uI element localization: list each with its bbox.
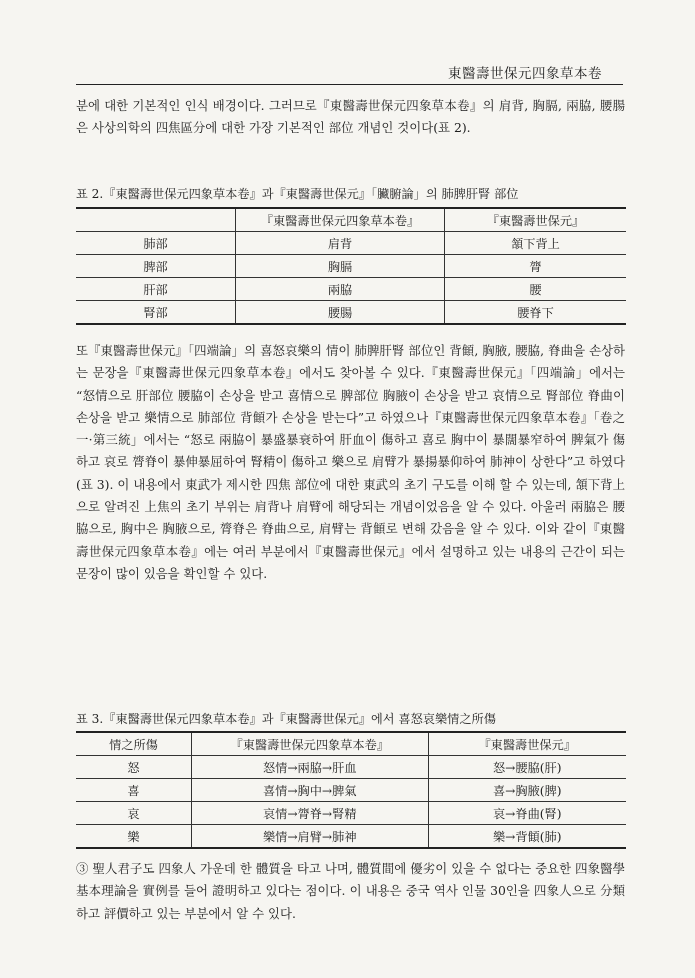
- table-cell: 喜: [76, 779, 192, 802]
- table-cell: 哀情→膂脊→腎精: [192, 802, 429, 825]
- table-header-cell: [76, 208, 236, 232]
- table-cell: 樂: [76, 825, 192, 849]
- table-row: [76, 779, 626, 802]
- table-cell: 哀: [76, 802, 192, 825]
- table-cell: 怒情→兩脇→肝血: [192, 756, 429, 779]
- table-3: [76, 731, 626, 849]
- table-row: [76, 301, 626, 325]
- table-cell: 肺部: [76, 232, 236, 255]
- table-row: [76, 756, 626, 779]
- table-cell: 膂: [445, 255, 627, 278]
- table-cell: 怒: [76, 756, 192, 779]
- table-cell: 肝部: [76, 278, 236, 301]
- table-header-cell: 『東醫壽世保元』: [445, 208, 627, 232]
- table-cell: 腎部: [76, 301, 236, 325]
- table-2-caption: 표 2.『東醫壽世保元四象草本卷』과『東醫壽世保元』「臟腑論」의 肺脾肝腎 部位: [76, 187, 519, 201]
- table-3-caption: 표 3.『東醫壽世保元四象草本卷』과『東醫壽世保元』에서 喜怒哀樂情之所傷: [76, 712, 496, 726]
- header-rule: [76, 84, 623, 85]
- table-cell: 胸膈: [236, 255, 445, 278]
- paragraph-3: ③ 聖人君子도 四象人 가운데 한 體質을 타고 나며, 體質間에 優劣이 있을 수 없다는 중요한 四象醫學 基本理論을 實例를 들어 證明하고 있다는 점이다. 이 내용은 중국 역사 인물 30인을 四象人으로 分類하고 評價하고 있는 부분에서 알 수 있다.: [76, 861, 625, 921]
- table-cell: 樂情→肩臂→肺神: [192, 825, 429, 849]
- table-header-cell: 情之所傷: [76, 732, 192, 756]
- table-cell: 兩脇: [236, 278, 445, 301]
- table-header-row: [76, 208, 626, 232]
- table-cell: 頷下背上: [445, 232, 627, 255]
- paragraph-2: 또『東醫壽世保元』「四端論」의 喜怒哀樂의 情이 肺脾肝腎 部位인 背顀, 胸腋, 腰脇, 脊曲을 손상하는 문장을『東醫壽世保元四象草本卷』에서도 찾아볼 수 있다.『東醫壽世保元』「四端論」에서는 “怒情으로 肝部位 腰脇이 손상을 받고 喜情으로 脾部位 胸腋이 손상을 받고 哀情으로 腎部位 脊曲이 손상을 받고 樂情으로 肺部位 背顀가 손상을 받는다”고 하였으나『東醫壽世保元四象草本卷』「卷之一·第三統」에서는 “怒로 兩脇이 暴盛暴衰하여 肝血이 傷하고 喜로 胸中이 暴闊暴窄하여 脾氣가 傷하고 哀로 膂脊이 暴伸暴屈하여 腎精이 傷하고 樂으로 肩臂가 暴揚暴仰하여 肺神이 상한다”고 하였다(표 3). 이 내용에서 東武가 제시한 四焦 部位에 대한 東武의 초기 구도를 이해 할 수 있는데, 頷下背上으로 알려진 上焦의 초기 부위는 肩背나 肩臂에 해당되는 개념이었음을 알 수 있다. 아울러 兩脇은 腰脇으로, 胸中은 胸腋으로, 膂脊은 脊曲으로, 肩臂는 背顀로 변해 갔음을 알 수 있다. 이와 같이『東醫壽世保元四象草本卷』에는 여러 부분에서『東醫壽世保元』에서 설명하고 있는 내용의 근간이 되는 문장이 많이 있음을 확인할 수 있다.: [76, 343, 625, 581]
- table-row: [76, 232, 626, 255]
- table-header-cell: 『東醫壽世保元』: [428, 732, 626, 756]
- table-cell: 脾部: [76, 255, 236, 278]
- table-cell: 怒→腰脇(肝): [428, 756, 626, 779]
- table-row: [76, 802, 626, 825]
- table-cell: 樂→背顀(肺): [428, 825, 626, 849]
- table-header-cell: 『東醫壽世保元四象草本卷』: [192, 732, 429, 756]
- table-row: [76, 825, 626, 849]
- table-row: [76, 278, 626, 301]
- table-header-row: [76, 732, 626, 756]
- table-cell: 肩背: [236, 232, 445, 255]
- table-row: [76, 255, 626, 278]
- table-cell: 喜→胸腋(脾): [428, 779, 626, 802]
- table-cell: 腰脊下: [445, 301, 627, 325]
- table-2: [76, 207, 626, 325]
- table-cell: 喜情→胸中→脾氣: [192, 779, 429, 802]
- table-cell: 哀→脊曲(腎): [428, 802, 626, 825]
- table-cell: 腰腸: [236, 301, 445, 325]
- paragraph-1: 분에 대한 기본적인 인식 배경이다. 그러므로『東醫壽世保元四象草本卷』의 肩背, 胸膈, 兩脇, 腰腸은 사상의학의 四焦區分에 대한 가장 기본적인 部位 개념인 것이다(표 2).: [76, 98, 625, 136]
- running-header: 東醫壽世保元四象草本卷: [448, 66, 602, 82]
- table-header-cell: 『東醫壽世保元四象草本卷』: [236, 208, 445, 232]
- table-cell: 腰: [445, 278, 627, 301]
